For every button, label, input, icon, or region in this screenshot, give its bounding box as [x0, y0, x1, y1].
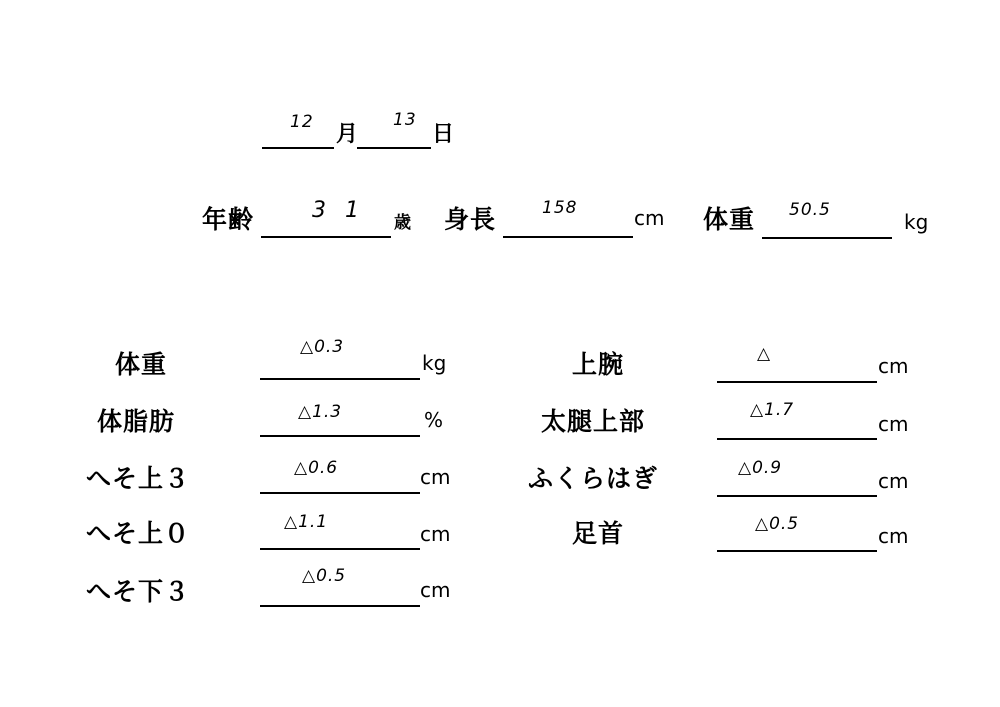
measure-label-body-fat: 体脂肪	[97, 407, 176, 436]
measure-value-calf: △0.9	[738, 458, 783, 478]
height-unit: cm	[634, 206, 665, 230]
weight-label: 体重	[703, 205, 756, 234]
height-value: 158	[542, 198, 578, 218]
measure-unit-body-fat: %	[424, 408, 444, 432]
measure-underline-upper-arm	[717, 381, 877, 383]
measure-unit-weight: kg	[422, 351, 447, 375]
measure-value-upper-thigh: △1.7	[750, 400, 795, 420]
day-value: 13	[393, 110, 417, 130]
measure-label-upper-arm: 上腕	[572, 350, 625, 379]
measure-label-navel-down-3: へそ下３	[86, 577, 191, 606]
month-value: 12	[290, 112, 314, 132]
weight-unit: kg	[904, 210, 929, 234]
age-unit: 歳	[394, 213, 412, 233]
measure-label-weight: 体重	[115, 350, 168, 379]
measure-value-navel-up-3: △0.6	[294, 458, 339, 478]
measure-label-upper-thigh: 太腿上部	[541, 407, 646, 436]
age-underline	[261, 236, 391, 238]
height-underline	[503, 236, 633, 238]
measure-value-body-fat: △1.3	[298, 402, 343, 422]
month-underline	[262, 147, 334, 149]
measure-label-navel-up-0: へそ上０	[86, 519, 191, 548]
measure-underline-ankle	[717, 550, 877, 552]
measure-underline-upper-thigh	[717, 438, 877, 440]
measure-unit-ankle: cm	[878, 524, 909, 548]
age-value: 3 1	[312, 198, 365, 223]
measure-unit-navel-down-3: cm	[420, 578, 451, 602]
measure-value-navel-up-0: △1.1	[284, 512, 329, 532]
measure-label-navel-up-3: へそ上３	[86, 464, 191, 493]
measure-underline-navel-down-3	[260, 605, 420, 607]
day-label: 日	[432, 122, 456, 147]
measure-value-upper-arm: △	[757, 344, 772, 364]
measure-value-ankle: △0.5	[755, 514, 800, 534]
measure-unit-navel-up-0: cm	[420, 522, 451, 546]
day-underline	[357, 147, 431, 149]
measure-unit-navel-up-3: cm	[420, 465, 451, 489]
measure-underline-weight	[260, 378, 420, 380]
measure-underline-calf	[717, 495, 877, 497]
age-label: 年齢	[202, 205, 255, 234]
measure-underline-navel-up-0	[260, 548, 420, 550]
height-label: 身長	[444, 205, 497, 234]
measure-underline-body-fat	[260, 435, 420, 437]
measure-value-weight: △0.3	[300, 337, 345, 357]
measure-unit-calf: cm	[878, 469, 909, 493]
weight-value: 50.5	[789, 200, 831, 220]
measure-unit-upper-thigh: cm	[878, 412, 909, 436]
measure-unit-upper-arm: cm	[878, 354, 909, 378]
measure-label-ankle: 足首	[572, 519, 625, 548]
measure-value-navel-down-3: △0.5	[302, 566, 347, 586]
measure-label-calf: ふくらはぎ	[528, 464, 659, 493]
measure-underline-navel-up-3	[260, 492, 420, 494]
weight-underline	[762, 237, 892, 239]
month-label: 月	[336, 122, 360, 147]
